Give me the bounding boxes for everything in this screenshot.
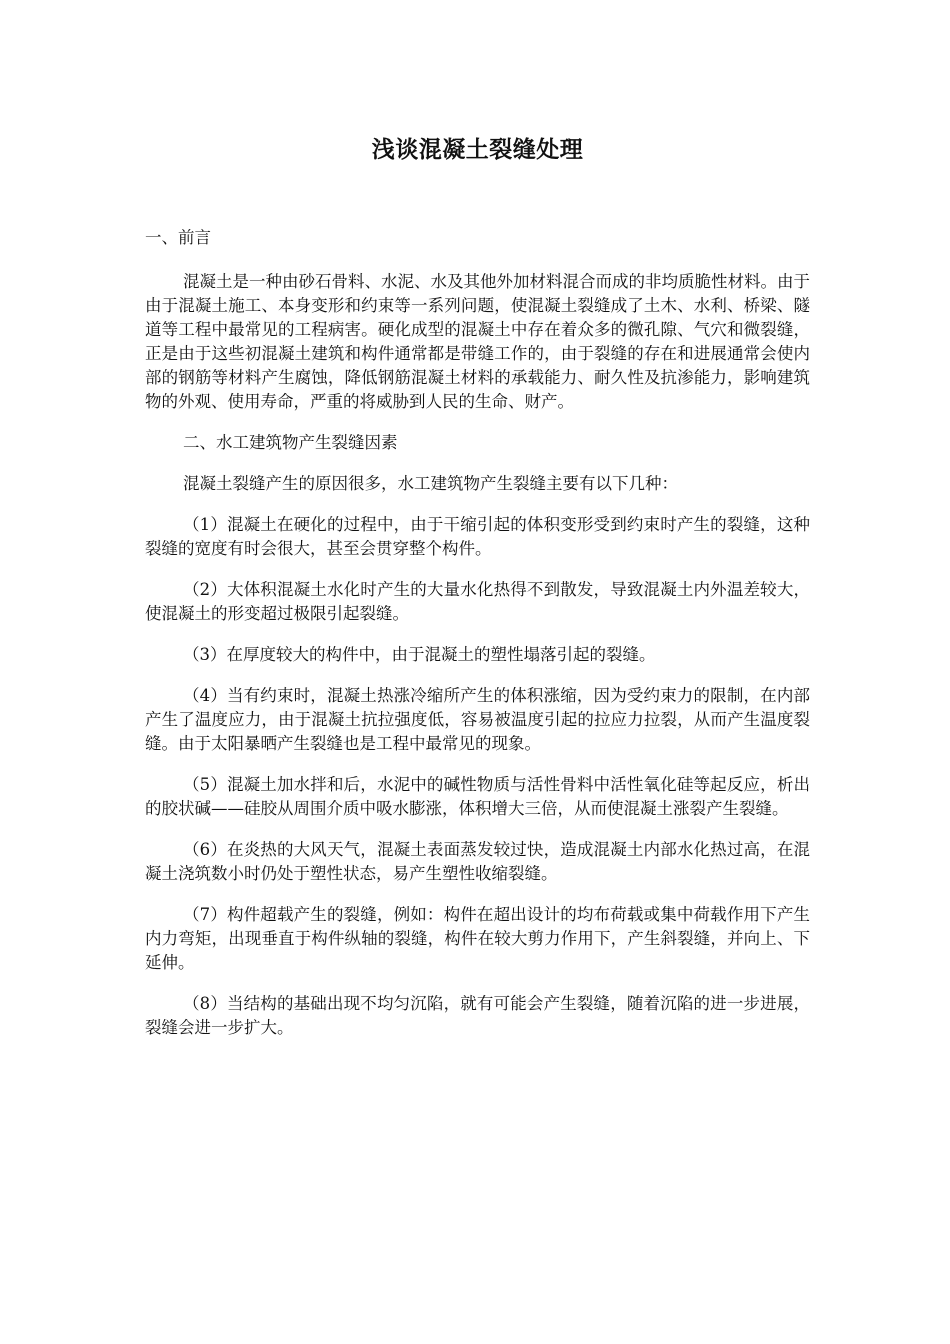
paragraph-cause-1: （1）混凝土在硬化的过程中，由于干缩引起的体积变形受到约束时产生的裂缝，这种裂缝的宽度有时会很大，甚至会贯穿整个构件。 <box>145 515 810 558</box>
paragraph-cause-7: （7）构件超载产生的裂缝，例如：构件在超出设计的均布荷载或集中荷载作用下产生内力弯矩，出现垂直于构件纵轴的裂缝，构件在较大剪力作用下，产生斜裂缝，并向上、下延伸。 <box>145 905 810 972</box>
paragraph-cause-6: （6）在炎热的大风天气，混凝土表面蒸发较过快，造成混凝土内部水化热过高，在混凝土浇筑数小时仍处于塑性状态，易产生塑性收缩裂缝。 <box>145 840 810 883</box>
paragraph-intro: 混凝土是一种由砂石骨料、水泥、水及其他外加材料混合而成的非均质脆性材料。由于由于混凝土施工、本身变形和约束等一系列问题，使混凝土裂缝成了土木、水利、桥梁、隧道等工程中最常见的工程病害。硬化成型的混凝土中存在着众多的微孔隙、气穴和微裂缝，正是由于这些初混凝土建筑和构件通常都是带缝工作的，由于裂缝的存在和进展通常会使内部的钢筋等材料产生腐蚀，降低钢筋混凝土材料的承载能力、耐久性及抗渗能力，影响建筑物的外观、使用寿命，严重的将威胁到人民的生命、财产。 <box>145 272 810 411</box>
paragraph-cause-2: （2）大体积混凝土水化时产生的大量水化热得不到散发，导致混凝土内外温差较大，使混凝土的形变超过极限引起裂缝。 <box>145 580 810 623</box>
document-body <box>145 270 810 1057</box>
paragraph-cause-3: （3）在厚度较大的构件中，由于混凝土的塑性塌落引起的裂缝。 <box>183 645 656 664</box>
paragraph-cause-5: （5）混凝土加水拌和后，水泥中的碱性物质与活性骨料中活性氧化硅等起反应，析出的胶状碱——硅胶从周围介质中吸水膨涨，体积增大三倍，从而使混凝土涨裂产生裂缝。 <box>145 775 810 818</box>
document-title: 浅谈混凝土裂缝处理 <box>371 136 584 163</box>
section-heading-causes: 二、水工建筑物产生裂缝因素 <box>183 433 398 452</box>
section-heading-preface: 一、前言 <box>145 228 211 247</box>
paragraph-cause-8: （8）当结构的基础出现不均匀沉陷，就有可能会产生裂缝，随着沉陷的进一步进展，裂缝会进一步扩大。 <box>145 994 810 1037</box>
paragraph-causes-intro: 混凝土裂缝产生的原因很多，水工建筑物产生裂缝主要有以下几种： <box>183 474 678 493</box>
paragraph-cause-4: （4）当有约束时，混凝土热涨冷缩所产生的体积涨缩，因为受约束力的限制，在内部产生了温度应力，由于混凝土抗拉强度低，容易被温度引起的拉应力拉裂，从而产生温度裂缝。由于太阳暴晒产生裂缝也是工程中最常见的现象。 <box>145 686 810 753</box>
